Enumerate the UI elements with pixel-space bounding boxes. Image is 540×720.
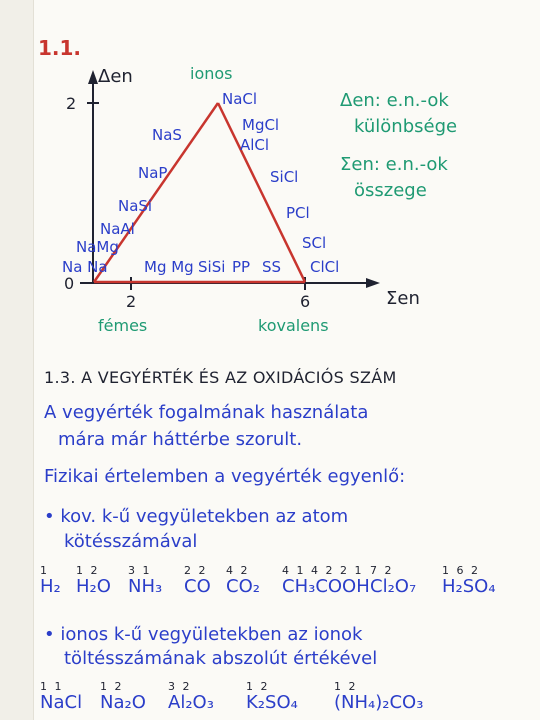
compound-label: Na Na xyxy=(62,258,108,276)
sum-definition-line1: Σen: e.n.-ok xyxy=(340,154,448,175)
x-tick-label-2: 2 xyxy=(126,292,137,311)
compound-label: PP xyxy=(232,258,251,276)
delta-definition-line1: Δen: e.n.-ok xyxy=(340,90,449,111)
corner-label-femes: fémes xyxy=(98,316,148,335)
delta-definition-line2: különbsége xyxy=(354,116,458,137)
formula-example: 1 2 (NH₄)₂CO₃ xyxy=(334,680,424,713)
bullet-ionic-line-2: töltésszámának abszolút értékével xyxy=(64,648,378,669)
compound-label: NaSi xyxy=(118,197,153,215)
formula-example: 3 1 NH₃ xyxy=(128,564,163,597)
compound-label: MgCl xyxy=(242,116,280,134)
formula-example: 3 2 Al₂O₃ xyxy=(168,680,214,713)
formula-example: 1 H₂ xyxy=(40,564,61,597)
paragraph-1-line-1: A vegyérték fogalmának használata xyxy=(44,402,369,423)
formula-example: 4 1 4 2 2 1 CH₃COOH xyxy=(282,564,370,597)
formula-example: 1 6 2 H₂SO₄ xyxy=(442,564,496,597)
compound-label: NaP xyxy=(138,164,168,182)
formula-example: 1 2 K₂SO₄ xyxy=(246,680,298,713)
apex-label-ionos: ionos xyxy=(190,64,233,83)
formula-example: 2 2 CO xyxy=(184,564,211,597)
compound-label: NaMg xyxy=(76,238,119,256)
compound-label: SiSi xyxy=(198,258,226,276)
x-axis-arrow xyxy=(366,278,380,288)
y-tick-label-0: 0 xyxy=(64,274,75,293)
sum-definition-line2: összege xyxy=(354,180,427,201)
bullet-covalent-line-2: kötésszámával xyxy=(64,531,198,552)
formula-example: 1 2 Na₂O xyxy=(100,680,146,713)
corner-label-kovalens: kovalens xyxy=(258,316,329,335)
y-tick-label-2: 2 xyxy=(66,94,77,113)
bullet-ionic-line-1: • ionos k-ű vegyületekben az ionok xyxy=(44,624,363,645)
compound-label: SS xyxy=(262,258,282,276)
formula-example: 7 2 Cl₂O₇ xyxy=(370,564,417,597)
compound-label: NaS xyxy=(152,126,182,144)
x-axis-label: Σen xyxy=(386,288,420,309)
y-axis-label: Δen xyxy=(98,66,133,87)
y-axis-arrow xyxy=(88,70,98,84)
compound-label: Mg Mg xyxy=(144,258,194,276)
paragraph-2: Fizikai értelemben a vegyérték egyenlő: xyxy=(44,466,406,487)
compound-label: PCl xyxy=(286,204,310,222)
paragraph-1-line-2: mára már háttérbe szorult. xyxy=(58,429,303,450)
formula-example: 1 1 NaCl xyxy=(40,680,83,713)
page-number: 1.1. xyxy=(38,36,82,60)
formula-example: 4 2 CO₂ xyxy=(226,564,260,597)
bullet-covalent-line-1: • kov. k-ű vegyületekben az atom xyxy=(44,506,349,527)
compound-label: SiCl xyxy=(270,168,299,186)
formula-example: 1 2 H₂O xyxy=(76,564,111,597)
compound-label: AlCl xyxy=(240,136,270,154)
section-title: 1.3. A VEGYÉRTÉK ÉS AZ OXIDÁCIÓS SZÁM xyxy=(44,368,397,387)
compound-label: NaCl xyxy=(222,90,258,108)
compound-label: ClCl xyxy=(310,258,340,276)
compound-label: SCl xyxy=(302,234,327,252)
compound-label: NaAl xyxy=(100,220,135,238)
x-tick-label-6: 6 xyxy=(300,292,311,311)
